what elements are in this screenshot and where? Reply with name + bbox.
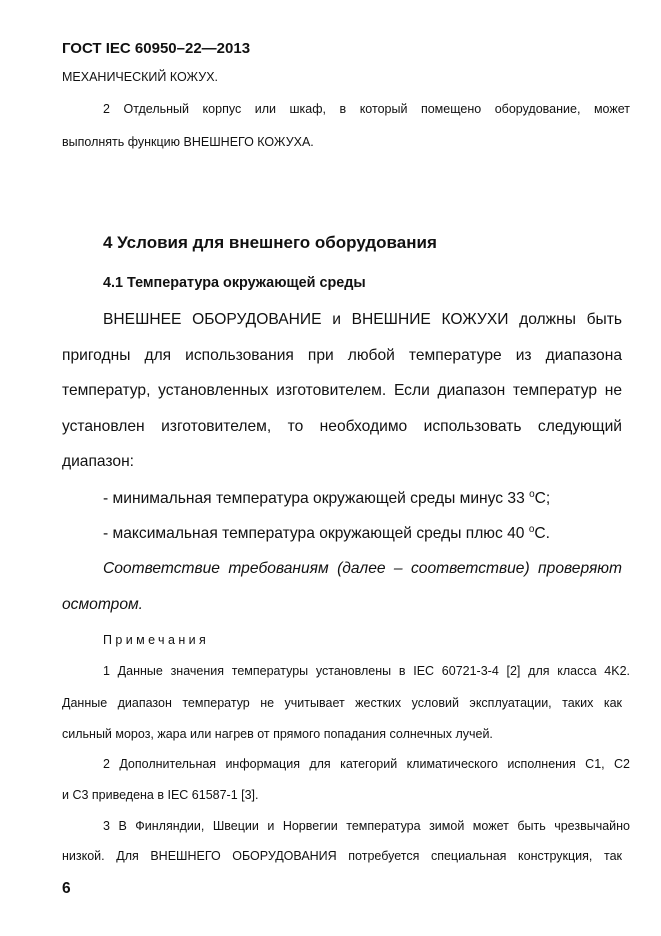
range-max-text: - максимальная температура окружающей среды плюс 40 <box>103 525 529 543</box>
degree-sign: o <box>529 489 535 500</box>
paragraph-line: температур, установленных изготовителем. Если диапазон температур не <box>62 382 622 399</box>
range-min-unit: С; <box>534 490 551 508</box>
range-min-text: - минимальная температура окружающей среды минус 33 <box>103 490 530 508</box>
note-text-line: 1 Данные значения температуры установлены в IEC 60721-3-4 [2] для класса 4K2. <box>103 664 630 678</box>
note-text-line: низкой. Для ВНЕШНЕГО ОБОРУДОВАНИЯ потребуется специальная конструкция, так <box>62 849 622 863</box>
paragraph-line: пригодны для использования при любой температуре из диапазона <box>62 347 622 364</box>
note-text-line: сильный мороз, жара или нагрев от прямого попадания солнечных лучей. <box>62 727 493 741</box>
note-text-line: выполнять функцию ВНЕШНЕГО КОЖУХА. <box>62 135 314 149</box>
note-text-line: и С3 приведена в IEC 61587-1 [3]. <box>62 788 259 802</box>
paragraph-line: установлен изготовителем, то необходимо использовать следующий <box>62 418 622 435</box>
intro-line: МЕХАНИЧЕСКИЙ КОЖУХ. <box>62 70 219 84</box>
paragraph-line: ВНЕШНЕЕ ОБОРУДОВАНИЕ и ВНЕШНИЕ КОЖУХИ должны быть <box>103 311 622 328</box>
standard-designation: ГОСТ IEC 60950–22—2013 <box>62 40 251 57</box>
subsection-heading: 4.1 Температура окружающей среды <box>103 275 366 291</box>
paragraph-line: диапазон: <box>62 453 135 470</box>
range-max-item <box>103 524 550 543</box>
degree-sign: o <box>528 524 535 535</box>
note-text-line: Данные диапазон температур не учитывает жестких условий эксплуатации, таких как <box>62 696 622 710</box>
note-text-line: 2 Дополнительная информация для категорий климатического исполнения С1, С2 <box>103 757 630 771</box>
page-number: 6 <box>62 880 71 897</box>
range-max-unit: С. <box>534 525 550 543</box>
compliance-line: Соответствие требованиям (далее – соответствие) проверяют <box>103 560 622 577</box>
range-min-item <box>103 489 550 508</box>
section-heading: 4 Условия для внешнего оборудования <box>103 233 437 252</box>
compliance-line: осмотром. <box>62 596 144 613</box>
note-text-line: 3 В Финляндии, Швеции и Норвегии температура зимой может быть чрезвычайно <box>103 819 630 833</box>
notes-heading: Примечания <box>103 633 210 647</box>
note-text-line: 2 Отдельный корпус или шкаф, в который помещено оборудование, может <box>103 102 630 116</box>
